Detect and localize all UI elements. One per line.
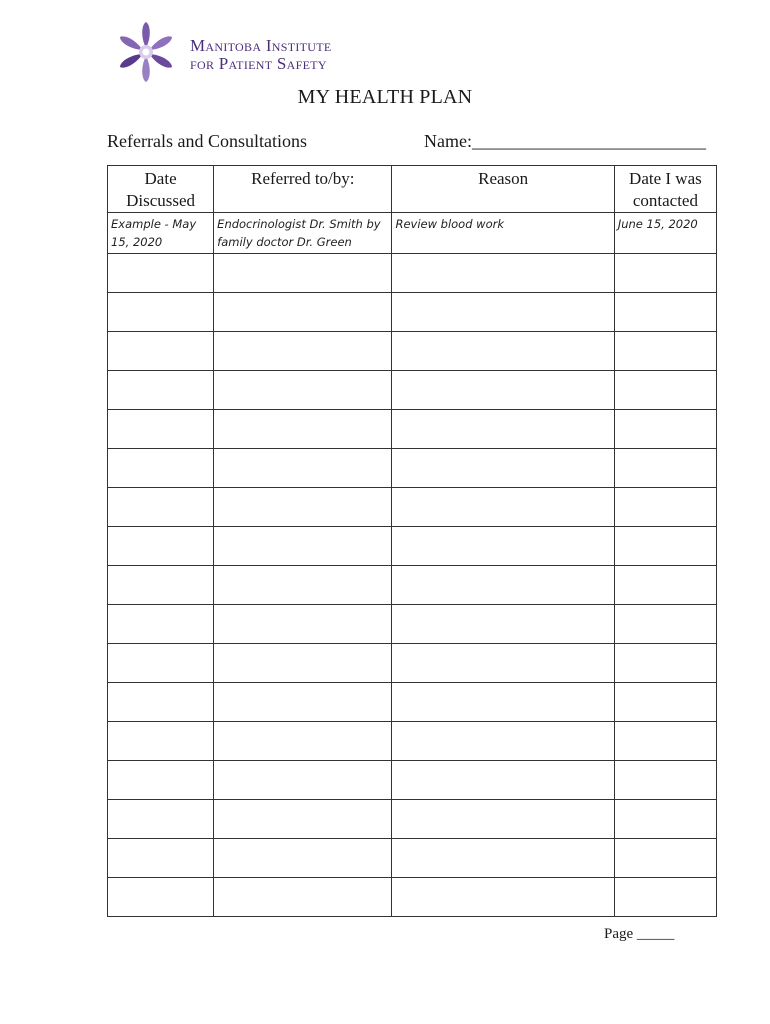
referred-cell[interactable]	[214, 293, 392, 332]
contacted-cell[interactable]	[614, 644, 716, 683]
table-row	[108, 839, 717, 878]
referred-cell[interactable]	[214, 410, 392, 449]
referred-cell[interactable]	[214, 683, 392, 722]
date-cell[interactable]	[108, 800, 214, 839]
date-cell[interactable]	[108, 254, 214, 293]
contacted-cell[interactable]	[614, 878, 716, 917]
referred-cell[interactable]	[214, 800, 392, 839]
contacted-cell[interactable]	[614, 761, 716, 800]
example-contacted-cell: June 15, 2020	[614, 213, 716, 254]
date-cell[interactable]	[108, 605, 214, 644]
table-row	[108, 488, 717, 527]
referred-cell[interactable]	[214, 839, 392, 878]
header-reason: Reason	[392, 166, 614, 213]
contacted-cell[interactable]	[614, 722, 716, 761]
contacted-cell[interactable]	[614, 488, 716, 527]
reason-cell[interactable]	[392, 800, 614, 839]
section-title: Referrals and Consultations	[107, 131, 307, 151]
name-field[interactable]: Name:__________________________	[424, 131, 706, 151]
table-row	[108, 683, 717, 722]
contacted-cell[interactable]	[614, 527, 716, 566]
table-row	[108, 722, 717, 761]
contacted-cell[interactable]	[614, 566, 716, 605]
referred-cell[interactable]	[214, 488, 392, 527]
date-cell[interactable]	[108, 722, 214, 761]
contacted-cell[interactable]	[614, 371, 716, 410]
reason-cell[interactable]	[392, 839, 614, 878]
table-row	[108, 878, 717, 917]
referred-cell[interactable]	[214, 527, 392, 566]
contacted-cell[interactable]	[614, 449, 716, 488]
table-row	[108, 800, 717, 839]
table-row	[108, 761, 717, 800]
example-date-cell: Example - May 15, 2020	[108, 213, 214, 254]
reason-cell[interactable]	[392, 683, 614, 722]
contacted-cell[interactable]	[614, 410, 716, 449]
table-row	[108, 410, 717, 449]
logo-text-line1: Manitoba Institute	[190, 36, 332, 55]
table-row	[108, 293, 717, 332]
reason-cell[interactable]	[392, 410, 614, 449]
reason-cell[interactable]	[392, 722, 614, 761]
referred-cell[interactable]	[214, 761, 392, 800]
reason-cell[interactable]	[392, 254, 614, 293]
date-cell[interactable]	[108, 527, 214, 566]
date-cell[interactable]	[108, 878, 214, 917]
table-row	[108, 605, 717, 644]
date-cell[interactable]	[108, 761, 214, 800]
reason-cell[interactable]	[392, 293, 614, 332]
date-cell[interactable]	[108, 683, 214, 722]
logo-text-line2: for Patient Safety	[190, 54, 327, 73]
reason-cell[interactable]	[392, 488, 614, 527]
referred-cell[interactable]	[214, 878, 392, 917]
example-reason-cell: Review blood work	[392, 213, 614, 254]
contacted-cell[interactable]	[614, 800, 716, 839]
reason-cell[interactable]	[392, 332, 614, 371]
reason-cell[interactable]	[392, 566, 614, 605]
page-number-field[interactable]: Page _____	[604, 926, 675, 942]
date-cell[interactable]	[108, 371, 214, 410]
contacted-cell[interactable]	[614, 293, 716, 332]
contacted-cell[interactable]	[614, 605, 716, 644]
date-cell[interactable]	[108, 332, 214, 371]
table-row	[108, 332, 717, 371]
table-header-row	[108, 166, 717, 213]
reason-cell[interactable]	[392, 878, 614, 917]
contacted-cell[interactable]	[614, 254, 716, 293]
reason-cell[interactable]	[392, 644, 614, 683]
referred-cell[interactable]	[214, 566, 392, 605]
flower-logo-icon	[104, 22, 186, 84]
header-date-contacted: Date I was contacted	[614, 166, 716, 213]
table-row	[108, 566, 717, 605]
page-title: MY HEALTH PLAN	[297, 86, 473, 108]
example-row	[108, 213, 717, 254]
date-cell[interactable]	[108, 410, 214, 449]
table-row	[108, 644, 717, 683]
table-row	[108, 371, 717, 410]
header-date-discussed: Date Discussed	[108, 166, 214, 213]
reason-cell[interactable]	[392, 761, 614, 800]
contacted-cell[interactable]	[614, 839, 716, 878]
table-row	[108, 527, 717, 566]
date-cell[interactable]	[108, 644, 214, 683]
date-cell[interactable]	[108, 293, 214, 332]
referred-cell[interactable]	[214, 254, 392, 293]
header-referred: Referred to/by:	[214, 166, 392, 213]
referred-cell[interactable]	[214, 371, 392, 410]
contacted-cell[interactable]	[614, 332, 716, 371]
reason-cell[interactable]	[392, 605, 614, 644]
referrals-table	[107, 165, 717, 917]
reason-cell[interactable]	[392, 527, 614, 566]
contacted-cell[interactable]	[614, 683, 716, 722]
referred-cell[interactable]	[214, 605, 392, 644]
example-referred-cell: Endocrinologist Dr. Smith by family doctor Dr. Green	[214, 213, 392, 254]
reason-cell[interactable]	[392, 449, 614, 488]
date-cell[interactable]	[108, 566, 214, 605]
reason-cell[interactable]	[392, 371, 614, 410]
date-cell[interactable]	[108, 839, 214, 878]
referred-cell[interactable]	[214, 644, 392, 683]
date-cell[interactable]	[108, 488, 214, 527]
institute-logo	[104, 22, 384, 84]
date-cell[interactable]	[108, 449, 214, 488]
table-row	[108, 449, 717, 488]
referred-cell[interactable]	[214, 722, 392, 761]
referred-cell[interactable]	[214, 449, 392, 488]
referred-cell[interactable]	[214, 332, 392, 371]
table-row	[108, 254, 717, 293]
